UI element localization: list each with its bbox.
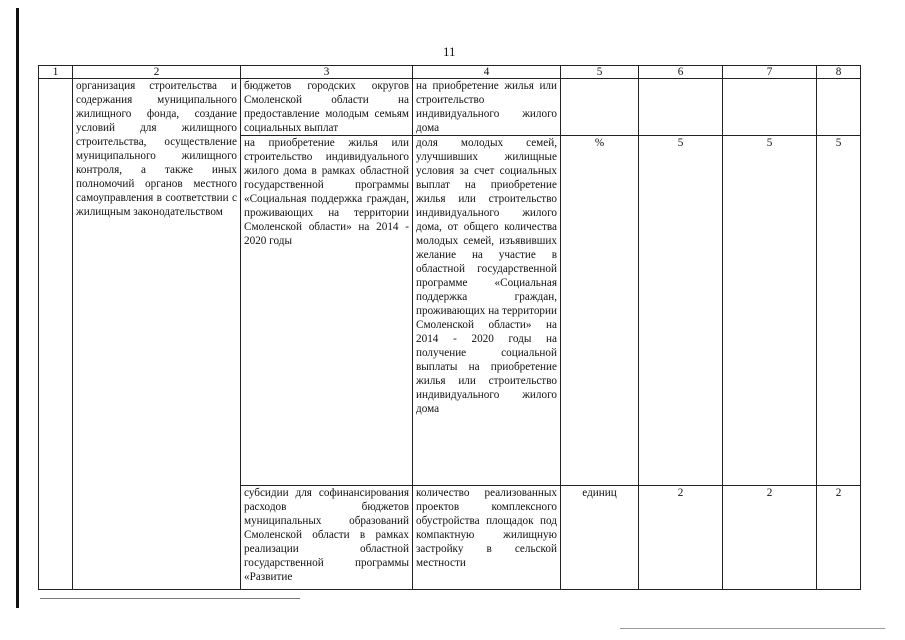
value-cell: 5: [639, 136, 723, 486]
indicators-table: [38, 65, 861, 590]
header-cell: 6: [639, 66, 723, 79]
empty-cell: [39, 79, 73, 590]
empty-cell: [639, 79, 723, 136]
page-edge-rule: [620, 628, 885, 629]
page-bottom-rule: [40, 598, 300, 599]
binding-edge-line: [16, 8, 19, 608]
source-cell: субсидии для софинансирования расходов бюджетов муниципальных образований Смоленской области в рамках реализации областной государственной программы «Развитие: [241, 486, 413, 590]
page-number: 11: [443, 44, 456, 59]
header-cell: 2: [73, 66, 241, 79]
indicator-cell: количество реализованных проектов комплексного обустройства площадок под компактную жилищную застройку в сельской местности: [413, 486, 561, 590]
source-cell: на приобретение жилья или строительство индивидуального жилого дома в рамках областной государственной программы «Социальная поддержка граждан, проживающих на территории Смоленской области» на 2014 - 2020 годы: [241, 136, 413, 486]
value-cell: 5: [723, 136, 817, 486]
empty-cell: [561, 79, 639, 136]
header-cell: 1: [39, 66, 73, 79]
indicator-cell: доля молодых семей, улучшивших жилищные условия за счет социальных выплат на приобретение жилья или строительство индивидуального жилого дома, от общего количества молодых семей, изъявивших желание на участие в областной государственной программе «Социальная поддержка граждан, проживающих на территории Смоленской области» на 2014 - 2020 годы на получение социальной выплаты на приобретение жилья или строительство индивидуального жилого дома: [413, 136, 561, 486]
indicator-cell: на приобретение жилья или строительство индивидуального жилого дома: [413, 79, 561, 136]
empty-cell: [817, 79, 861, 136]
value-cell: 5: [817, 136, 861, 486]
header-cell: 5: [561, 66, 639, 79]
value-cell: 2: [639, 486, 723, 590]
table-row: [39, 79, 861, 136]
header-cell: 3: [241, 66, 413, 79]
authority-cell: организация строительства и содержания муниципального жилищного фонда, создание условий для жилищного строительства, осуществление муниципального жилищного контроля, а также иных полномочий органов местного самоуправления в соответствии с жилищным законодательством: [73, 79, 241, 590]
unit-cell: %: [561, 136, 639, 486]
empty-cell: [723, 79, 817, 136]
unit-cell: единиц: [561, 486, 639, 590]
value-cell: 2: [723, 486, 817, 590]
header-row: [39, 66, 861, 79]
header-cell: 8: [817, 66, 861, 79]
header-cell: 7: [723, 66, 817, 79]
source-cell: бюджетов городских округов Смоленской области на предоставление молодым семьям социальных выплат: [241, 79, 413, 136]
value-cell: 2: [817, 486, 861, 590]
header-cell: 4: [413, 66, 561, 79]
